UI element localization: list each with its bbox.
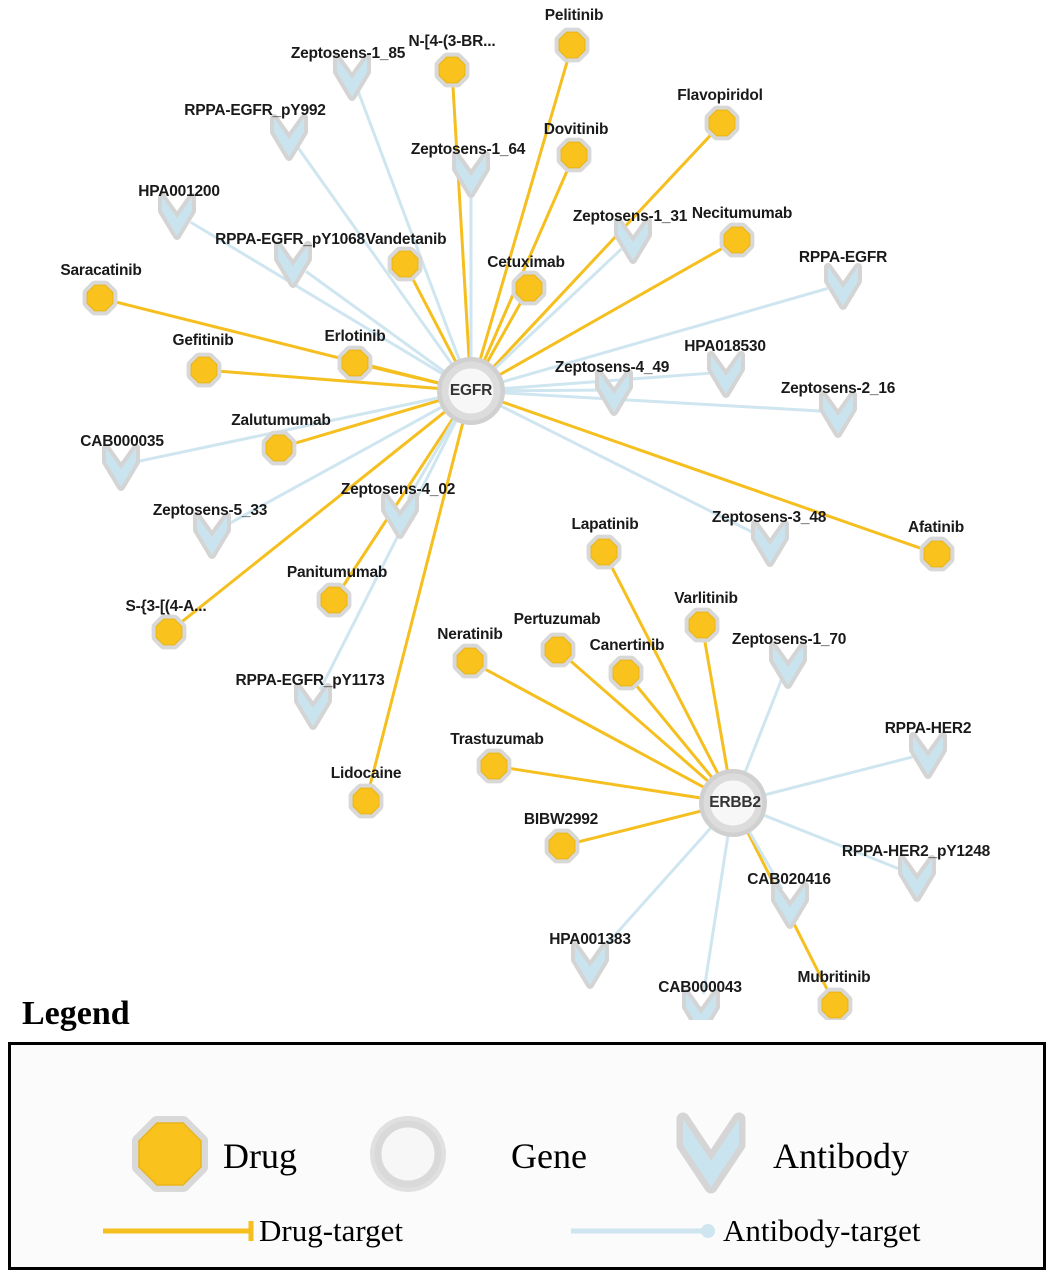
antibody-node[interactable] [711,355,741,394]
drug-node[interactable] [266,435,292,461]
antibody-target-edge [743,678,783,779]
drug-node[interactable] [87,285,113,311]
drug-node[interactable] [613,660,639,686]
antibody-node[interactable] [456,155,486,194]
antibody-node-label: Zeptosens-5_33 [152,502,268,519]
drug-node-label: Vandetanib [365,231,447,248]
antibody-node[interactable] [902,859,932,898]
drug-node-label: Pelitinib [544,7,604,24]
drug-node[interactable] [591,539,617,565]
antibody-node[interactable] [618,221,648,260]
antibody-node-label: RPPA-EGFR [798,249,888,266]
drug-target-edge-icon [103,1221,251,1241]
antibody-node-label: Zeptosens-1_85 [290,45,406,62]
drug-node-label: Canertinib [589,637,665,654]
legend-label-antibody-target: Antibody-target [723,1213,921,1248]
antibody-node-label: Zeptosens-1_64 [410,141,526,158]
antibody-node[interactable] [686,993,716,1020]
drug-node[interactable] [191,357,217,383]
gene-node-label: ERBB2 [709,794,761,811]
antibody-node-label: CAB000035 [80,433,164,450]
drug-node-label: Zalutumumab [231,412,331,429]
drug-node[interactable] [481,753,507,779]
antibody-node-label: Zeptosens-4_49 [554,359,670,376]
drug-node-label: Afatinib [907,519,965,536]
antibody-target-edge-icon [571,1224,715,1238]
drug-node[interactable] [709,110,735,136]
antibody-node[interactable] [755,524,785,563]
antibody-node[interactable] [337,58,367,97]
drug-node[interactable] [724,227,750,253]
antibody-node-label: Zeptosens-1_31 [572,208,688,225]
drug-node-label: S-{3-[(4-A... [125,598,207,615]
antibody-node[interactable] [913,736,943,775]
drug-node[interactable] [549,833,575,859]
drug-node[interactable] [156,619,182,645]
drug-target-edge [340,413,457,587]
antibody-node[interactable] [298,687,328,726]
antibody-node[interactable] [775,886,805,925]
antibody-node-label: CAB000043 [658,979,742,996]
legend-title: Legend [22,995,130,1032]
drug-node-label: Trastuzumab [450,731,544,748]
drug-node-label: Lapatinib [571,516,639,533]
drug-node-label: Lidocaine [330,765,402,782]
antibody-node-label: RPPA-EGFR_pY992 [184,102,326,119]
antibody-node[interactable] [823,395,853,434]
drug-node[interactable] [545,637,571,663]
antibody-target-edge [358,90,462,367]
drug-target-edge [496,400,922,549]
antibody-node[interactable] [773,646,803,685]
antibody-target-edge [757,813,902,871]
drug-node-label: Neratinib [437,626,503,643]
drug-node[interactable] [516,275,542,301]
antibody-target-edge [703,829,729,994]
antibody-node-label: CAB020416 [747,871,831,888]
drug-target-edge [636,685,716,783]
drug-node[interactable] [392,251,418,277]
antibody-target-edge [497,392,822,411]
drug-node-label: Varlitinib [674,590,738,607]
drug-node-label: Mubritinib [797,969,871,986]
gene-node-label: EGFR [449,382,493,399]
antibody-node-label: RPPA-EGFR_pY1068 [215,231,365,248]
drug-node-label: Pertuzumab [513,611,601,628]
antibody-node-label: HPA001383 [549,931,631,948]
drug-node-label: Dovitinib [543,121,609,138]
drug-node[interactable] [353,788,379,814]
drug-node-label: Gefitinib [172,332,234,349]
drug-node-label: Saracatinib [60,262,142,279]
antibody-node-label: Zeptosens-3_48 [711,509,827,526]
drug-node[interactable] [559,32,585,58]
drug-node[interactable] [342,350,368,376]
drug-target-edge [478,60,567,366]
antibody-node-label: Zeptosens-1_70 [731,631,847,648]
drug-target-edge [484,669,710,791]
antibody-node-label: Zeptosens-2_16 [780,380,896,397]
legend-panel [8,1042,1046,1270]
drug-node-label: Cetuximab [487,254,565,271]
antibody-node[interactable] [828,267,858,306]
antibody-target-edge [758,757,912,797]
antibody-node[interactable] [575,946,605,985]
drug-node-label: N-[4-(3-BR... [408,33,496,50]
antibody-target-edge [306,271,450,375]
drug-node[interactable] [439,57,465,83]
drug-node[interactable] [924,541,950,567]
antibody-node-label: RPPA-HER2 [884,720,972,737]
drug-target-edge [220,371,445,389]
drug-node[interactable] [689,612,715,638]
antibody-node-label: HPA018530 [684,338,766,355]
drug-node[interactable] [457,648,483,674]
drug-node-label: Panitumumab [286,564,388,581]
edge-layer [116,60,922,994]
drug-node-label: Erlotinib [324,328,386,345]
antibody-node[interactable] [106,448,136,487]
antibody-node-label: RPPA-EGFR_pY1173 [235,672,385,689]
drug-node[interactable] [321,587,347,613]
antibody-node[interactable] [197,516,227,555]
antibody-node-label: RPPA-HER2_pY1248 [841,843,991,860]
drug-node-label: Flavopiridol [677,87,763,104]
gene-circle-icon [370,1116,446,1192]
drug-node-label: Necitumumab [691,205,793,222]
drug-node[interactable] [822,992,848,1018]
antibody-node-label: Zeptosens-4_02 [340,481,456,498]
legend-label-antibody: Antibody [773,1136,910,1176]
drug-target-edge [453,86,470,365]
antibody-node-label: HPA001200 [138,183,220,200]
antibody-chevron-icon [683,1119,739,1187]
legend-label-drug-target: Drug-target [259,1213,404,1248]
legend-label-drug: Drug [223,1136,297,1176]
antibody-target-edge [497,390,598,391]
antibody-node[interactable] [162,197,192,236]
drug-octagon-icon [139,1123,201,1185]
drug-node-label: BIBW2992 [523,811,599,828]
drug-node[interactable] [561,142,587,168]
legend-label-gene: Gene [511,1136,587,1176]
